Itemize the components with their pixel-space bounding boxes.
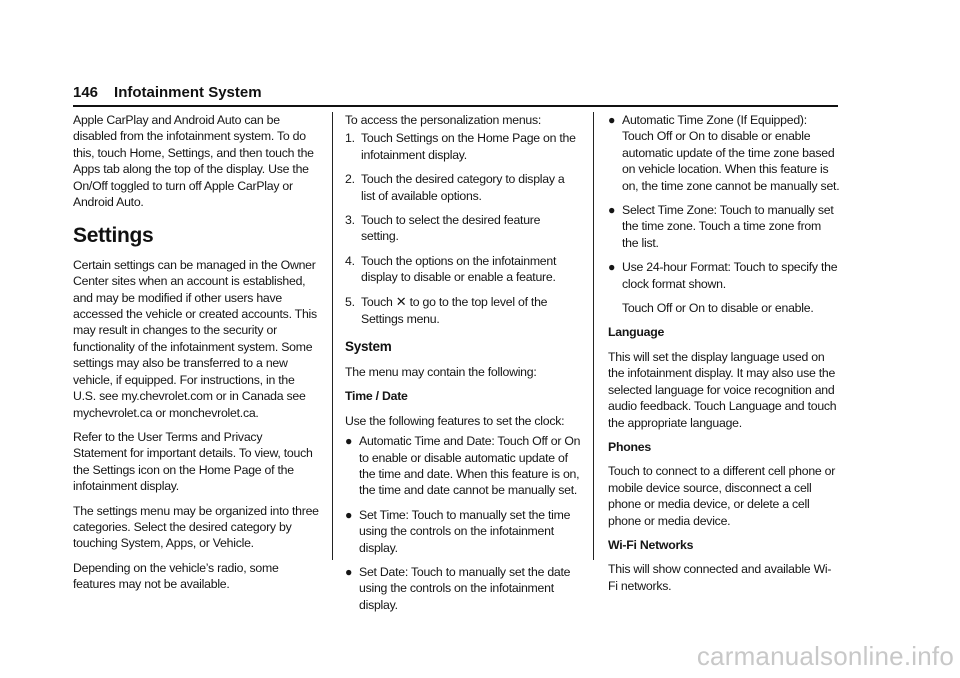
bullet: ● <box>345 507 353 522</box>
bullet: ● <box>608 113 616 127</box>
column-divider <box>593 112 594 560</box>
list-item <box>345 130 581 163</box>
close-icon: ✕ <box>395 294 407 310</box>
list-item: ● Set Date: Touch to manually set the date using the controls on the infotainment display. <box>345 564 571 612</box>
steps-list <box>345 130 581 327</box>
settings-paragraph: Certain settings can be managed in the Owner Center sites when an account is established, and may be modified if other users have accessed the vehicle or created accounts. This may result in changes to the security or functionality of the infotainment system. Some settings may also be transferred to a new vehicle, if equipped. For instructions, in the U.S. see my.chevrolet.com or in Canada see mychevrolet.ca or monchevrolet.ca. <box>73 257 317 420</box>
step-number: 3. <box>345 213 355 228</box>
list-item <box>345 171 581 204</box>
header-rule <box>73 105 838 107</box>
format-note: Touch Off or On to disable or enable. <box>622 301 814 316</box>
column-2 <box>345 112 581 621</box>
step-text-pre: Touch <box>361 294 393 309</box>
privacy-paragraph: Refer to the User Terms and Privacy Statement for important details. To view, touch the Settings icon on the Home Page of the infotainment display. <box>73 429 313 494</box>
carplay-paragraph: Apple CarPlay and Android Auto can be disabled from the infotainment system. To do this, touch Home, Settings, and then touch the Apps tab along the top of the display. Use the On/Off toggled to turn off Apple CarPlay or Android Auto. <box>73 113 314 210</box>
step-text: Touch Settings on the Home Page on the infotainment display. <box>361 131 576 162</box>
list-item <box>345 253 581 286</box>
phones-label: Phones <box>608 439 651 454</box>
column-1 <box>73 112 319 601</box>
radio-paragraph: Depending on the vehicle’s radio, some features may not be available. <box>73 560 279 592</box>
page-number: 146 <box>73 84 99 101</box>
list-item: ● Automatic Time Zone (If Equipped): Touch Off or On to disable or enable automatic update of the time zone based on vehicle location. When this feature is on, the time zone cannot be manually set. <box>608 113 840 193</box>
list-item <box>345 294 581 328</box>
access-intro: To access the personalization menus: <box>345 113 542 127</box>
list-item: ● Use 24-hour Format: Touch to specify the clock format shown. <box>608 260 838 291</box>
clock-bullets <box>345 433 581 613</box>
list-item: ● Select Time Zone: Touch to manually set the time zone. Touch a time zone from the list. <box>608 203 834 250</box>
step-number: 5. <box>345 294 355 309</box>
section-title: Infotainment System <box>114 84 262 101</box>
timezone-bullets <box>608 112 840 292</box>
page-header <box>73 84 262 101</box>
wifi-text: This will show connected and available Wi-Fi networks. <box>608 562 832 593</box>
step-number: 4. <box>345 253 355 268</box>
column-divider <box>332 112 333 560</box>
language-label: Language <box>608 325 665 340</box>
list-item <box>345 212 581 245</box>
list-item: ● Automatic Time and Date: Touch Off or On to enable or disable automatic update of the time and date. When this feature is on, the time and date cannot be manually set. <box>345 434 581 498</box>
step-number: 1. <box>345 131 355 146</box>
bullet: ● <box>608 260 616 275</box>
language-text: This will set the display language used on the infotainment display. It may also use the selected language for voice recognition and audio feedback. Touch Language and touch the appropriate language. <box>608 349 837 430</box>
list-item: ● Set Time: Touch to manually set the time using the controls on the infotainment display. <box>345 507 571 555</box>
step-text-post: to go to the top level of the Settings menu. <box>361 294 548 327</box>
step-text: Touch the desired category to display a list of available options. <box>361 172 565 203</box>
watermark: carmanualsonline.info <box>696 641 954 671</box>
system-heading: System <box>345 339 392 355</box>
step-number: 2. <box>345 172 355 187</box>
bullet: ● <box>608 203 616 218</box>
step-text: Touch the options on the infotainment display to disable or enable a feature. <box>361 253 557 285</box>
time-date-label: Time / Date <box>345 389 408 404</box>
time-date-intro: Use the following features to set the clock: <box>345 413 565 428</box>
step-text: Touch to select the desired feature setting. <box>361 213 541 244</box>
settings-heading: Settings <box>73 224 154 248</box>
wifi-label: Wi-Fi Networks <box>608 537 694 552</box>
phones-text: Touch to connect to a different cell phone or mobile device source, disconnect a cell phone or media device, or delete a cell phone or media device. <box>608 464 836 528</box>
bullet: ● <box>345 434 353 449</box>
column-3 <box>608 112 840 602</box>
categories-paragraph: The settings menu may be organized into three categories. Select the desired category by touching System, Apps, or Vehicle. <box>73 503 319 551</box>
system-intro: The menu may contain the following: <box>345 364 537 379</box>
bullet: ● <box>345 564 353 579</box>
